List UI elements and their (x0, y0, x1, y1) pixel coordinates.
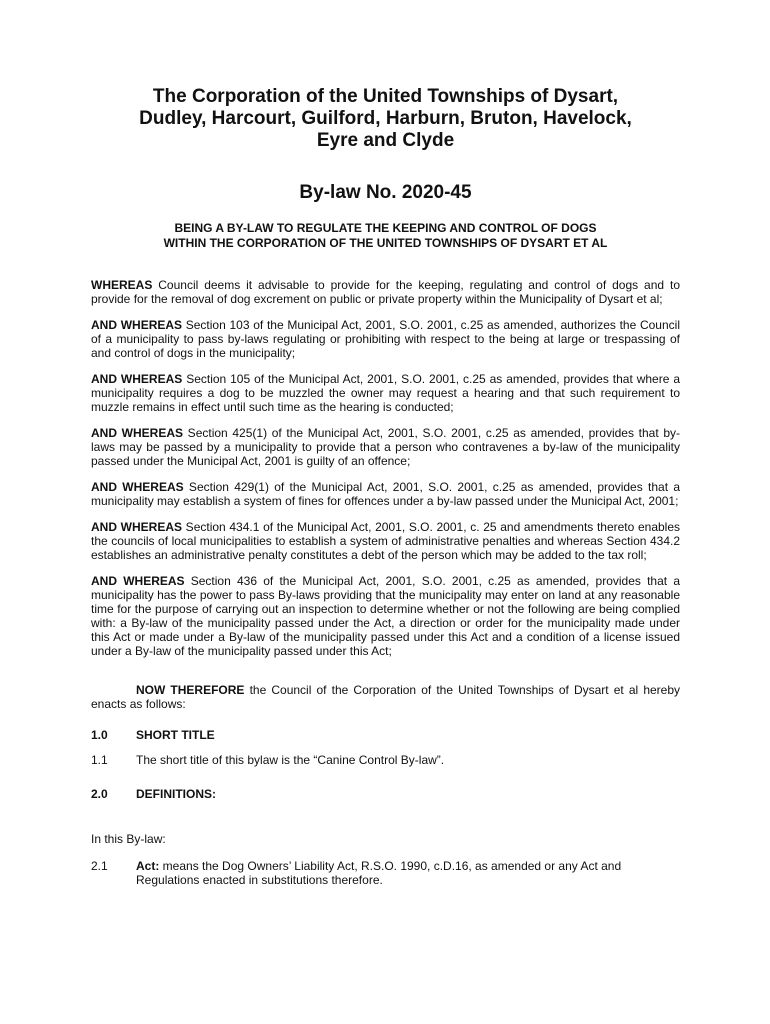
corporation-title-line-1: The Corporation of the United Townships of Dysart, (152, 86, 619, 107)
section-number: 1.0 (91, 728, 108, 742)
recital-paragraph (91, 318, 680, 360)
clause-text: The short title of this bylaw is the “Canine Control By-law”. (136, 753, 445, 767)
recital-lead: AND WHEREAS (91, 574, 185, 588)
recital-lead: AND WHEREAS (91, 372, 183, 386)
recital-paragraph (91, 372, 680, 414)
clause-1-1 (91, 753, 680, 767)
recital-text: Council deems it advisable to provide for the keeping, regulating and control of dogs and to provide for the removal of dog excrement on public or private property within the Municipality of Dysart et al; (91, 278, 680, 306)
recital-lead: AND WHEREAS (91, 520, 183, 534)
recital-text: Section 429(1) of the Municipal Act, 2001, S.O. 2001, c.25 as amended, provides that a municipality may establish a system of fines for offences under a by-law passed under the Municipal Act, 2001; (91, 480, 681, 508)
recital-paragraph (91, 520, 680, 562)
enactment-lead: NOW THEREFORE (136, 683, 245, 697)
section-number: 2.0 (91, 787, 108, 801)
section-heading-definitions (91, 787, 680, 801)
clause-2-1 (91, 859, 680, 887)
recital-text: Section 434.1 of the Municipal Act, 2001, S.O. 2001, c. 25 and amendments thereto enables the councils of local municipalities to establish a system of administrative penalties and whereas Section 434.2 establishes an administrative penalty constitutes a debt of the person which may be added to the tax roll; (91, 520, 681, 562)
definition-text: means the Dog Owners’ Liability Act, R.S.O. 1990, c.D.16, as amended or any Act and Regulations enacted in substitutions therefore. (136, 859, 622, 887)
section-heading-short-title (91, 728, 680, 742)
clause-text (136, 859, 680, 887)
corporation-title-line-3: Eyre and Clyde (316, 130, 455, 151)
recital-text: Section 425(1) of the Municipal Act, 2001, S.O. 2001, c.25 as amended, provides that by-laws may be passed by a municipality to provide that a person who contravenes a by-law of the municipality passed under the Municipal Act, 2001 is guilty of an offence; (91, 426, 681, 468)
recital-lead: AND WHEREAS (91, 426, 184, 440)
subtitle-line-2: WITHIN THE CORPORATION OF THE UNITED TOWNSHIPS OF DYSART ET AL (163, 236, 608, 250)
recital-paragraph (91, 480, 680, 508)
recital-text: Section 103 of the Municipal Act, 2001, S.O. 2001, c.25 as amended, authorizes the Council of a municipality to pass by-laws regulating or prohibiting with respect to the being at large or trespassing of and control of dogs in the municipality; (91, 318, 680, 360)
recital-paragraph (91, 426, 680, 468)
corporation-title-line-2: Dudley, Harcourt, Guilford, Harburn, Bruton, Havelock, (139, 108, 632, 129)
clause-number: 1.1 (91, 753, 108, 767)
bylaw-number: By-law No. 2020-45 (299, 182, 472, 203)
recital-lead: WHEREAS (91, 278, 153, 292)
section-title: DEFINITIONS: (136, 787, 216, 801)
definitions-intro: In this By-law: (91, 832, 166, 846)
defined-term: Act: (136, 859, 160, 873)
enactment-text: the Council of the Corporation of the United Townships of Dysart et al hereby enacts as follows: (91, 683, 681, 711)
corporation-title (91, 86, 680, 152)
recital-paragraph (91, 278, 680, 306)
section-title: SHORT TITLE (136, 728, 215, 742)
recital-paragraph (91, 574, 680, 658)
subtitle-line-1: BEING A BY-LAW TO REGULATE THE KEEPING AND CONTROL OF DOGS (174, 221, 597, 235)
enactment-clause (91, 683, 680, 711)
recital-text: Section 105 of the Municipal Act, 2001, S.O. 2001, c.25 as amended, provides that where a municipality requires a dog to be muzzled the owner may request a hearing and that such requirement to muzzle remains in effect until such time as the hearing is conducted; (91, 372, 680, 414)
recital-text: Section 436 of the Municipal Act, 2001, S.O. 2001, c.25 as amended, provides that a municipality has the power to pass By-laws providing that the municipality may enter on land at any reasonable time for the purpose of carrying out an inspection to determine whether or not the following are being complied with: a By-law of the municipality passed under the Act, a direction or order for the municipality made under this Act or made under a By-law of the municipality passed under this Act and a condition of a license issued under a By-law of the municipality passed under this Act; (91, 574, 680, 658)
recital-lead: AND WHEREAS (91, 480, 184, 494)
bylaw-page (91, 86, 680, 897)
recital-lead: AND WHEREAS (91, 318, 183, 332)
bylaw-subtitle (91, 221, 680, 251)
clause-number: 2.1 (91, 859, 108, 873)
